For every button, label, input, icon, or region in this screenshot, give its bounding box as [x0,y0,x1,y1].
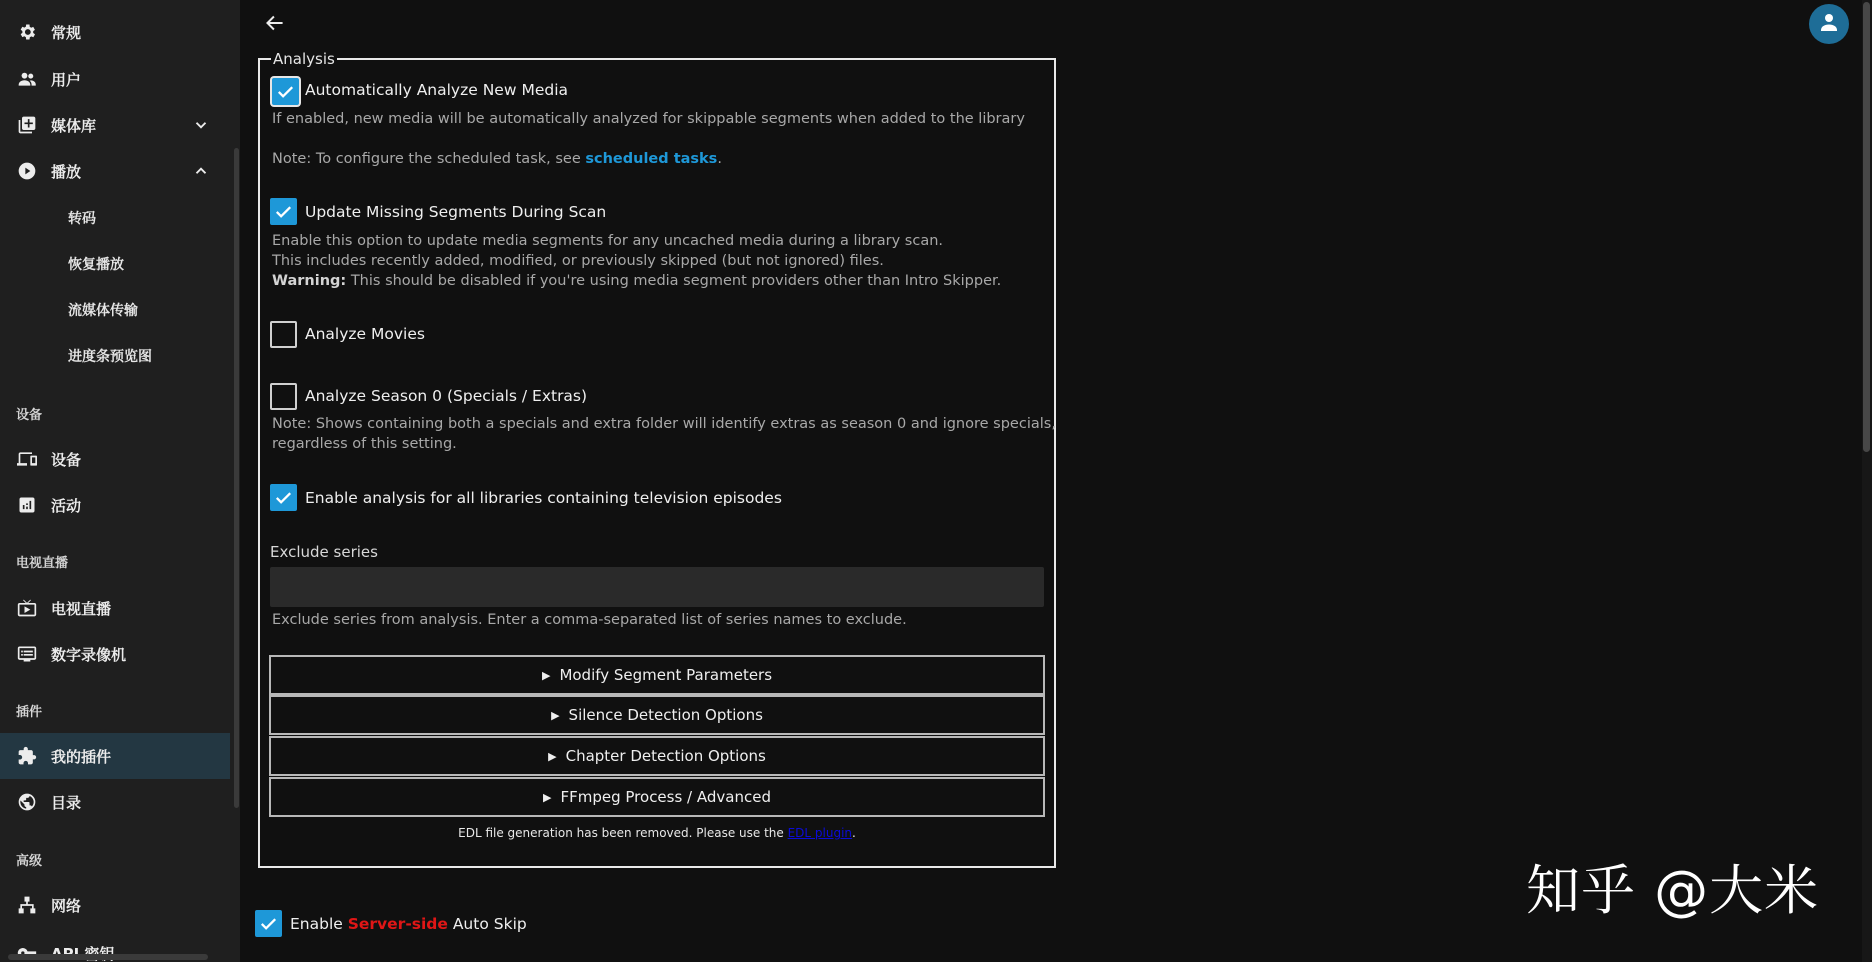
enable-all-tv-checkbox[interactable] [270,484,297,511]
edl-note [258,826,1056,840]
update-missing-warning [272,271,1001,291]
sidebar-header-devices: 设备 [16,408,43,423]
sidebar-item-label: 电视直播 [51,599,112,618]
section-label: Silence Detection Options [568,706,763,724]
analyze-movies-checkbox[interactable] [270,321,297,348]
check-icon [257,921,280,939]
exclude-series-label: Exclude series [270,543,378,561]
analytics-icon [16,494,38,516]
enable-all-tv-label[interactable]: Enable analysis for all libraries containing television episodes [305,489,782,507]
dvr-icon [16,643,38,665]
exclude-series-input[interactable] [270,567,1044,607]
check-icon [272,209,295,227]
auto-analyze-description: If enabled, new media will be automatically analyzed for skippable segments when added to the library [272,111,1025,127]
arrow-left-icon [262,22,288,40]
analyze-season0-checkbox[interactable] [270,383,297,410]
ffmpeg-advanced-section[interactable] [269,777,1045,817]
segment-parameters-section[interactable] [269,655,1045,695]
update-missing-description-1: Enable this option to update media segments for any uncached media during a library scan. [272,233,944,249]
devices-icon [16,448,38,470]
warning-text: This should be disabled if you're using media segment providers other than Intro Skipper. [346,273,1002,289]
edl-plugin-link[interactable]: EDL plugin [787,826,853,840]
update-missing-checkbox[interactable] [270,198,297,225]
sidebar-item-libraries[interactable] [0,102,230,148]
analyze-season0-label[interactable]: Analyze Season 0 (Specials / Extras) [305,387,588,405]
auto-analyze-checkbox[interactable] [272,78,299,105]
section-label: Chapter Detection Options [565,747,766,765]
triangle-right-icon: ▶ [551,708,560,722]
section-label: FFmpeg Process / Advanced [560,788,771,806]
chevron-up-icon[interactable] [192,162,210,180]
check-icon [272,495,295,513]
sidebar-item-label: 用户 [51,70,82,89]
sidebar-item-devices[interactable] [0,436,230,482]
edl-note-suffix: . [852,826,856,840]
skip-suffix: Auto Skip [447,915,527,933]
extension-icon [16,745,38,767]
sidebar-item-transcoding[interactable] [0,196,230,240]
edl-note-prefix: EDL file generation has been removed. Please use the [458,826,788,840]
sidebar-item-streaming[interactable] [0,288,230,332]
sidebar-item-label: 恢复播放 [68,257,124,273]
triangle-right-icon: ▶ [543,790,552,804]
play-circle-icon [16,160,38,182]
warning-label: Warning: [272,273,347,289]
update-missing-description-2: This includes recently added, modified, or previously skipped (but not ignored) files. [272,253,884,269]
sidebar-horizontal-scrollbar[interactable] [8,954,208,960]
library-add-icon [16,114,38,136]
users-icon [16,68,38,90]
note-suffix: . [717,151,722,167]
skip-prefix: Enable [290,915,348,933]
sidebar-item-label: 常规 [51,23,82,42]
sidebar-item-label: 播放 [51,162,82,181]
sidebar-item-catalog[interactable] [0,779,230,825]
analyze-movies-label[interactable]: Analyze Movies [305,325,425,343]
watermark: 知乎 @大米 [1526,859,1820,922]
server-side-highlight: Server-side [347,915,448,933]
sidebar-item-label: 进度条预览图 [68,349,152,365]
sidebar-item-label: 转码 [68,211,96,227]
section-label: Modify Segment Parameters [559,666,773,684]
sidebar-item-label: 目录 [51,793,82,812]
person-icon [1817,10,1841,38]
sidebar-scrollbar[interactable] [234,148,239,808]
season0-note-1: Note: Shows containing both a specials and extra folder will identify extras as season 0 and ignore specials, [272,416,1056,432]
user-avatar-button[interactable] [1809,4,1849,44]
server-side-skip-checkbox[interactable] [255,910,282,937]
sidebar-item-my-plugins[interactable] [0,733,230,779]
sidebar-header-plugins: 插件 [16,705,43,720]
live-tv-icon [16,597,38,619]
update-missing-label[interactable]: Update Missing Segments During Scan [305,203,607,221]
triangle-right-icon: ▶ [541,668,551,682]
sidebar-item-resume[interactable] [0,242,230,286]
sidebar-item-livetv[interactable] [0,585,230,631]
network-icon [16,894,38,916]
sidebar-item-trickplay[interactable] [0,334,230,378]
sidebar-item-activity[interactable] [0,482,230,528]
sidebar-item-users[interactable] [0,56,230,102]
sidebar-item-playback[interactable] [0,148,230,194]
sidebar-item-networking[interactable] [0,882,230,928]
sidebar-item-label: 我的插件 [51,747,112,766]
chevron-down-icon[interactable] [192,116,210,134]
gear-icon [16,21,38,43]
triangle-right-icon: ▶ [548,749,557,763]
sidebar-item-label: 数字录像机 [51,645,127,664]
sidebar-item-label: 活动 [51,496,82,515]
check-icon [274,89,297,107]
main-scrollbar[interactable] [1863,2,1870,452]
back-button[interactable] [262,10,288,36]
exclude-series-description: Exclude series from analysis. Enter a comma-separated list of series names to exclude. [272,612,907,628]
sidebar-item-label: 网络 [51,896,82,915]
globe-icon [16,791,38,813]
sidebar-item-label: 设备 [51,450,82,469]
analysis-legend: Analysis [273,50,335,68]
sidebar-item-label: 流媒体传输 [68,303,138,319]
chapter-detection-section[interactable] [269,736,1045,776]
sidebar-header-advanced: 高级 [16,854,43,869]
note-prefix: Note: To configure the scheduled task, see [272,151,586,167]
sidebar-item-dvr[interactable] [0,631,230,677]
sidebar-header-livetv: 电视直播 [16,556,69,571]
scheduled-tasks-link[interactable]: scheduled tasks [585,151,718,167]
sidebar-item-general[interactable] [0,9,230,55]
auto-analyze-label[interactable]: Automatically Analyze New Media [305,81,568,99]
server-side-skip-label[interactable] [290,915,527,933]
sidebar-item-label: 媒体库 [51,116,97,135]
season0-note-2: regardless of this setting. [272,436,457,452]
sidebar [0,0,240,962]
scheduled-task-note [272,149,722,169]
silence-detection-section[interactable] [269,695,1045,735]
